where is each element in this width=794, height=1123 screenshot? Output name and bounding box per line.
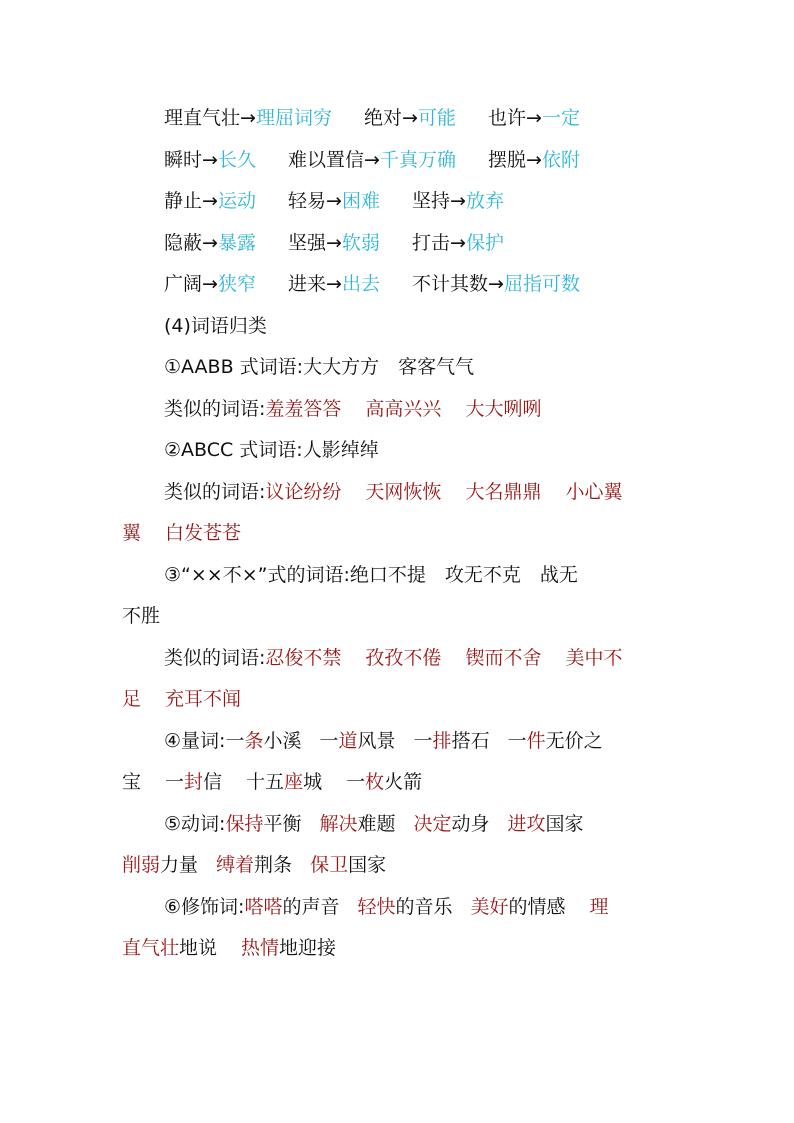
antonym-answer: 保护 [465,231,504,254]
similar-word: 充耳不闻 [165,688,242,710]
antonym-pair [288,232,380,254]
antonym-pair [412,273,580,295]
measure-item: 一条小溪 [225,729,302,752]
antonym-line-5 [122,264,667,306]
xxbux-similar-line-1 [122,638,667,680]
modifier-line-1 [122,887,667,929]
antonym-pair [288,273,380,295]
arrow-icon: → [488,273,504,295]
similar-word: 白发苍苍 [165,522,242,544]
antonym-answer: 屈指可数 [503,273,580,295]
measure-item: 一排搭石 [413,729,490,752]
antonym-answer: 放弃 [465,190,504,212]
arrow-icon: → [202,231,218,254]
arrow-icon: → [326,273,342,295]
antonym-answer: 依附 [541,148,580,171]
xxbux-words: 绝口不提 攻无不克 战无 [349,563,578,586]
antonym-word: 打击 [412,231,451,254]
arrow-icon: → [240,107,256,129]
antonym-answer: 出去 [341,273,380,295]
antonym-pair [488,107,580,129]
modifier-item: 热情地迎接 [241,937,337,959]
antonym-word: 理直气壮 [164,107,241,129]
verb-item: 保卫国家 [310,854,387,876]
similar-word: 大大咧咧 [465,397,542,420]
similar-word: 足 [122,688,142,710]
similar-label: 类似的词语: [164,480,266,503]
aabb-words: 大大方方 客客气气 [303,356,475,378]
modifier-item: 直气壮地说 [122,937,218,959]
xxbux-line-1 [122,555,667,597]
antonym-pair [412,232,504,254]
antonym-answer: 暴露 [217,231,256,254]
modifier-item: 轻快的音乐 [357,895,453,918]
antonym-pair [164,149,256,171]
antonym-line-4 [122,223,667,265]
antonym-pair [364,107,456,129]
modifier-item: 理 [589,895,609,918]
arrow-icon: → [526,107,542,129]
measure-item: 宝 [122,771,142,793]
measure-line-2 [122,762,667,804]
antonym-word: 不计其数 [412,273,489,295]
arrow-icon: → [326,190,342,212]
similar-word: 忍俊不禁 [265,646,342,669]
measure-item: 一件无价之 [507,729,603,752]
xxbux-line-2: 不胜 [122,605,161,627]
antonym-word: 轻易 [288,190,327,212]
document-content [122,98,667,970]
arrow-icon: → [326,231,342,254]
similar-word: 大名鼎鼎 [465,480,542,503]
verb-item: 缚着荆条 [216,854,293,876]
abcc-similar-line-1 [122,472,667,514]
antonym-word: 隐蔽 [164,231,203,254]
antonym-pair [288,149,456,171]
measure-item: 十五座城 [246,771,323,793]
antonym-pair [164,190,256,212]
similar-word: 翼 [122,522,142,544]
antonym-answer: 困难 [341,190,380,212]
similar-word: 议论纷纷 [265,480,342,503]
modifier-item: 美好的情感 [470,895,566,918]
antonym-word: 绝对 [364,107,403,129]
abcc-similar-line-2 [122,513,667,555]
aabb-similar-line [122,389,667,431]
antonym-pair [164,107,332,129]
antonym-pair [164,232,256,254]
abcc-label: ②ABCC 式词语: [164,439,303,461]
verb-label: ⑤动词: [164,812,226,835]
arrow-icon: → [202,148,218,171]
antonym-pair [488,149,580,171]
section-heading: (4)词语归类 [164,314,267,337]
verb-item: 保持平衡 [225,812,302,835]
similar-word: 美中不 [565,646,623,669]
verb-line-1 [122,804,667,846]
antonym-word: 进来 [288,273,327,295]
verb-item: 决定动身 [413,812,490,835]
antonym-line-3 [122,181,667,223]
aabb-line [122,347,667,389]
antonym-pair [288,190,380,212]
xxbux-similar-line-2 [122,679,667,721]
measure-line-1 [122,721,667,763]
antonym-word: 坚强 [288,231,327,254]
antonym-answer: 一定 [541,107,580,129]
measure-item: 一封信 [165,771,223,793]
antonym-answer: 软弱 [341,231,380,254]
abcc-words: 人影绰绰 [302,439,379,461]
modifier-item: 嗒嗒的声音 [244,895,340,918]
arrow-icon: → [450,190,466,212]
antonym-answer: 千真万确 [379,148,456,171]
similar-word: 锲而不舍 [465,646,542,669]
measure-item: 一枚火箭 [346,771,423,793]
antonym-answer: 可能 [417,107,456,129]
verb-item: 削弱力量 [122,854,199,876]
arrow-icon: → [402,107,418,129]
antonym-word: 瞬时 [164,148,203,171]
antonym-word: 坚持 [412,190,451,212]
similar-label: 类似的词语: [164,397,266,420]
antonym-word: 静止 [164,190,203,212]
antonym-line-1 [122,98,667,140]
similar-word: 羞羞答答 [265,397,342,420]
antonym-word: 也许 [488,107,527,129]
verb-item: 解决难题 [319,812,396,835]
similar-word: 天网恢恢 [365,480,442,503]
similar-word: 高高兴兴 [365,397,442,420]
arrow-icon: → [450,231,466,254]
measure-label: ④量词: [164,729,226,752]
similar-label: 类似的词语: [164,646,266,669]
antonym-pair [412,190,504,212]
arrow-icon: → [202,273,218,295]
antonym-answer: 运动 [217,190,256,212]
antonym-answer: 狭窄 [217,273,256,295]
aabb-label: ①AABB 式词语: [164,356,304,378]
arrow-icon: → [364,148,380,171]
antonym-word: 摆脱 [488,148,527,171]
xxbux-label: ③“××不×”式的词语: [164,563,350,586]
measure-item: 一道风景 [319,729,396,752]
modifier-label: ⑥修饰词: [164,895,245,918]
antonym-line-2 [122,140,667,182]
abcc-line [122,430,667,472]
arrow-icon: → [526,148,542,171]
antonym-pair [164,273,256,295]
similar-word: 孜孜不倦 [365,646,442,669]
verb-line-2 [122,845,667,887]
antonym-answer: 长久 [217,148,256,171]
verb-item: 进攻国家 [507,812,584,835]
similar-word: 小心翼 [565,480,623,503]
modifier-line-2 [122,928,667,970]
antonym-word: 广阔 [164,273,203,295]
arrow-icon: → [202,190,218,212]
antonym-word: 难以置信 [288,148,365,171]
antonym-answer: 理屈词穷 [255,107,332,129]
